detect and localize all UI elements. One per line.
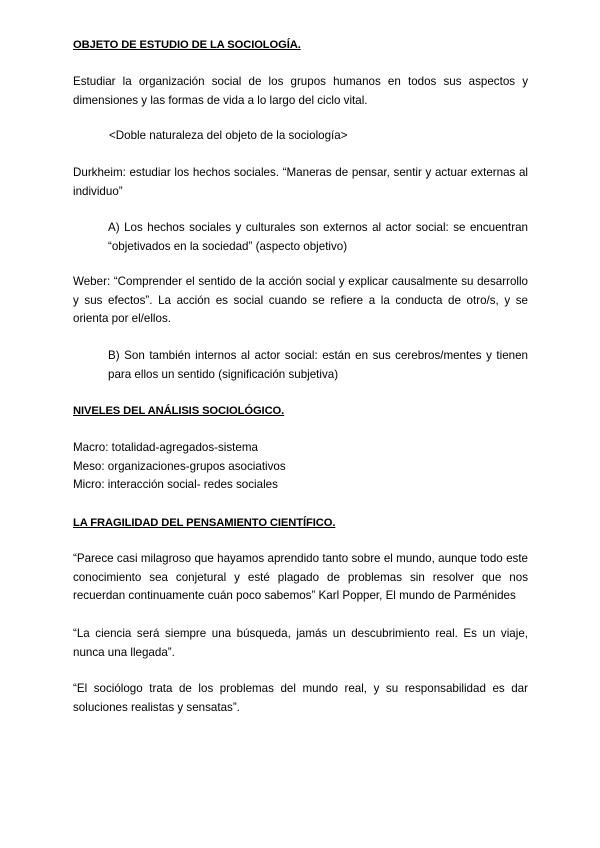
dual-nature-note: <Doble naturaleza del objeto de la sociología> [109, 129, 348, 142]
heading-fragilidad: LA FRAGILIDAD DEL PENSAMIENTO CIENTÍFICO. [73, 517, 336, 529]
levels-list [73, 439, 528, 495]
heading-objeto-estudio: OBJETO DE ESTUDIO DE LA SOCIOLOGÍA. [73, 39, 301, 51]
quote-sociologist: “El sociólogo trata de los problemas del mundo real, y su responsabilidad es dar soluciones realistas y sensatas”. [73, 682, 528, 714]
level-macro: Macro: totalidad-agregados-sistema [73, 441, 258, 454]
level-meso: Meso: organizaciones-grupos asociativos [73, 459, 286, 473]
durkheim-paragraph: Durkheim: estudiar los hechos sociales. “Maneras de pensar, sentir y actuar externas al individuo” [73, 166, 528, 198]
intro-paragraph: Estudiar la organización social de los grupos humanos en todos sus aspectos y dimensiones y las formas de vida a lo largo del ciclo vital. [73, 75, 528, 107]
quote-science: “La ciencia será siempre una búsqueda, jamás un descubrimiento real. Es un viaje, nunca una llegada”. [73, 627, 528, 659]
heading-niveles-analisis: NIVELES DEL ANÁLISIS SOCIOLÓGICO. [73, 405, 285, 417]
quote-popper: “Parece casi milagroso que hayamos aprendido tanto sobre el mundo, aunque todo este conocimiento sea conjetural y esté plagado de problemas sin resolver que nos recuerdan continuamente cuán poco sabemos” Karl Popper, El mundo de Parménides [73, 552, 528, 602]
weber-paragraph: Weber: “Comprender el sentido de la acción social y explicar causalmente su desarrollo y sus efectos”. La acción es social cuando se refiere a la conducta de otro/s, y se orienta por el/ellos. [73, 275, 528, 325]
level-micro: Micro: interacción social- redes sociales [73, 478, 278, 491]
point-b-paragraph: B) Son también internos al actor social: están en sus cerebros/mentes y tienen para ellos un sentido (significación subjetiva) [108, 349, 528, 381]
point-a-paragraph: A) Los hechos sociales y culturales son externos al actor social: se encuentran “objetivados en la sociedad” (aspecto objetivo) [108, 221, 528, 253]
